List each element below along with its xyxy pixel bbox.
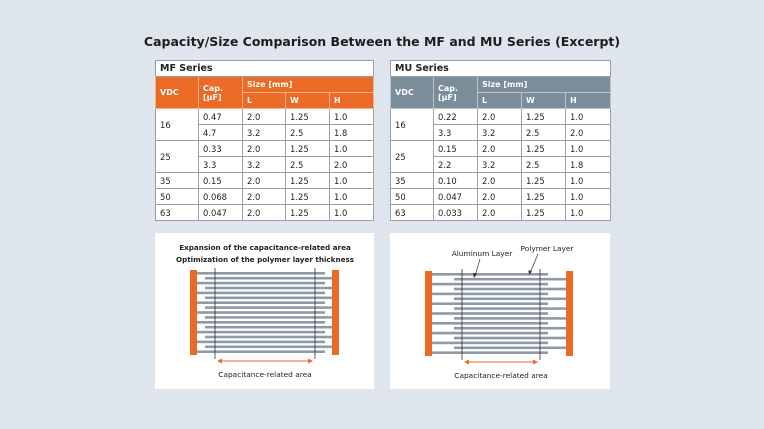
vdc-cell: 16 — [391, 109, 434, 141]
l-cell: 2.0 — [243, 141, 286, 157]
electrode-layer — [432, 312, 548, 315]
w-cell: 1.25 — [286, 173, 330, 189]
h-cell: 1.0 — [330, 173, 374, 189]
table-row — [391, 173, 611, 189]
polymer-layer-label: Polymer Layer — [520, 244, 574, 253]
l-cell: 2.0 — [478, 173, 522, 189]
w-cell: 2.5 — [522, 157, 566, 173]
h-cell: 1.0 — [566, 109, 611, 125]
mf-header-h: H — [330, 93, 374, 109]
electrode-layer — [197, 311, 325, 314]
w-cell: 1.25 — [286, 205, 330, 221]
arrow-head-right — [533, 360, 538, 365]
electrode-layer — [432, 283, 548, 286]
l-cell: 3.2 — [478, 125, 522, 141]
mu-layer-stack — [432, 273, 566, 354]
cap-cell: 0.068 — [199, 189, 243, 205]
mf-header-cap-label: Cap. — [203, 83, 224, 93]
l-cell: 2.0 — [478, 109, 522, 125]
electrode-layer — [197, 282, 325, 285]
electrode-layer — [454, 278, 566, 281]
vdc-cell: 16 — [156, 109, 199, 141]
cap-cell: 4.7 — [199, 125, 243, 141]
table-row — [391, 205, 611, 221]
l-cell: 2.0 — [243, 189, 286, 205]
mf-caption-line1: Expansion of the capacitance-related area — [179, 243, 351, 252]
l-cell: 2.0 — [243, 173, 286, 189]
electrode-layer — [432, 273, 548, 276]
h-cell: 1.0 — [566, 205, 611, 221]
electrode-layer — [205, 306, 332, 309]
electrode-layer — [432, 302, 548, 305]
electrode-layer — [205, 336, 332, 339]
cap-cell: 0.10 — [434, 173, 478, 189]
mf-caption-line2: Optimization of the polymer layer thickness — [175, 255, 355, 264]
table-row — [156, 141, 374, 157]
table-row — [156, 205, 374, 221]
w-cell: 1.25 — [522, 173, 566, 189]
vdc-cell: 25 — [391, 141, 434, 173]
h-cell: 1.0 — [330, 141, 374, 157]
h-cell: 1.0 — [566, 189, 611, 205]
l-cell: 3.2 — [478, 157, 522, 173]
cap-cell: 3.3 — [434, 125, 478, 141]
polymer-leader-line — [530, 254, 538, 273]
w-cell: 1.25 — [522, 109, 566, 125]
electrode-layer — [205, 326, 332, 329]
vdc-cell: 25 — [156, 141, 199, 173]
mu-header-cap — [434, 77, 478, 109]
electrode-layer — [432, 322, 548, 325]
l-cell: 3.2 — [243, 157, 286, 173]
cap-cell: 0.047 — [434, 189, 478, 205]
mu-header-w: W — [522, 93, 566, 109]
mf-series-title: MF Series — [156, 61, 374, 77]
l-cell: 2.0 — [478, 141, 522, 157]
electrode-layer — [454, 298, 566, 301]
table-row — [391, 141, 611, 157]
electrode-layer — [454, 288, 566, 291]
mf-header-l: L — [243, 93, 286, 109]
w-cell: 2.5 — [522, 125, 566, 141]
h-cell: 1.0 — [330, 109, 374, 125]
l-cell: 2.0 — [478, 189, 522, 205]
mu-structure-diagram — [390, 233, 610, 389]
mf-header-cap-unit: [μF] — [203, 92, 222, 102]
l-cell: 3.2 — [243, 125, 286, 141]
mu-area-label: Capacitance-related area — [454, 371, 548, 380]
table-row — [391, 189, 611, 205]
electrode-layer — [197, 350, 325, 353]
h-cell: 1.0 — [330, 189, 374, 205]
vdc-cell: 35 — [391, 173, 434, 189]
w-cell: 1.25 — [522, 205, 566, 221]
mu-header-h: H — [566, 93, 611, 109]
cap-cell: 0.33 — [199, 141, 243, 157]
left-electrode — [425, 271, 432, 356]
aluminum-layer-label: Aluminum Layer — [451, 249, 513, 258]
mf-layer-stack — [197, 272, 332, 353]
mu-header-vdc: VDC — [391, 77, 434, 109]
arrow-head-right — [308, 359, 313, 364]
mf-header-w: W — [286, 93, 330, 109]
h-cell: 1.8 — [330, 125, 374, 141]
h-cell: 2.0 — [566, 125, 611, 141]
electrode-layer — [454, 347, 566, 350]
vdc-cell: 50 — [156, 189, 199, 205]
mu-series-title: MU Series — [391, 61, 611, 77]
mf-header-vdc: VDC — [156, 77, 199, 109]
cap-cell: 0.47 — [199, 109, 243, 125]
electrode-layer — [432, 332, 548, 335]
cap-cell: 0.15 — [434, 141, 478, 157]
mf-structure-diagram — [155, 233, 374, 389]
vdc-cell: 35 — [156, 173, 199, 189]
electrode-layer — [197, 272, 325, 275]
electrode-layer — [197, 301, 325, 304]
cap-cell: 0.047 — [199, 205, 243, 221]
table-row — [156, 109, 374, 125]
electrode-layer — [197, 341, 325, 344]
electrode-layer — [454, 307, 566, 310]
w-cell: 2.5 — [286, 157, 330, 173]
left-electrode — [190, 270, 197, 355]
electrode-layer — [205, 297, 332, 300]
electrode-layer — [454, 317, 566, 320]
mu-header-size: Size [mm] — [478, 77, 611, 93]
vdc-cell: 63 — [156, 205, 199, 221]
h-cell: 1.8 — [566, 157, 611, 173]
mu-series-table — [390, 60, 611, 221]
cap-cell: 2.2 — [434, 157, 478, 173]
arrow-head-left — [217, 359, 222, 364]
electrode-layer — [197, 292, 325, 295]
right-electrode — [566, 271, 573, 356]
electrode-layer — [432, 293, 548, 296]
electrode-layer — [197, 331, 325, 334]
cap-cell: 0.033 — [434, 205, 478, 221]
h-cell: 1.0 — [566, 173, 611, 189]
l-cell: 2.0 — [478, 205, 522, 221]
w-cell: 2.5 — [286, 125, 330, 141]
l-cell: 2.0 — [243, 205, 286, 221]
l-cell: 2.0 — [243, 109, 286, 125]
w-cell: 1.25 — [522, 141, 566, 157]
table-row — [156, 173, 374, 189]
table-row — [156, 189, 374, 205]
w-cell: 1.25 — [522, 189, 566, 205]
electrode-layer — [205, 287, 332, 290]
mu-header-l: L — [478, 93, 522, 109]
mf-series-table — [155, 60, 374, 221]
vdc-cell: 50 — [391, 189, 434, 205]
h-cell: 1.0 — [566, 141, 611, 157]
cap-cell: 0.15 — [199, 173, 243, 189]
right-electrode — [332, 270, 339, 355]
w-cell: 1.25 — [286, 109, 330, 125]
electrode-layer — [197, 321, 325, 324]
mu-header-cap-label: Cap. — [438, 83, 459, 93]
mu-header-cap-unit: [μF] — [438, 92, 457, 102]
arrow-head-left — [464, 360, 469, 365]
electrode-layer — [205, 316, 332, 319]
table-row — [391, 109, 611, 125]
h-cell: 2.0 — [330, 157, 374, 173]
cap-cell: 3.3 — [199, 157, 243, 173]
electrode-layer — [432, 351, 548, 354]
mf-header-size: Size [mm] — [243, 77, 374, 93]
electrode-layer — [205, 346, 332, 349]
page-title: Capacity/Size Comparison Between the MF and MU Series (Excerpt) — [143, 34, 621, 49]
electrode-layer — [432, 342, 548, 345]
mf-area-label: Capacitance-related area — [218, 370, 312, 379]
w-cell: 1.25 — [286, 141, 330, 157]
cap-cell: 0.22 — [434, 109, 478, 125]
vdc-cell: 63 — [391, 205, 434, 221]
electrode-layer — [205, 277, 332, 280]
electrode-layer — [454, 337, 566, 340]
mf-header-cap — [199, 77, 243, 109]
electrode-layer — [454, 327, 566, 330]
w-cell: 1.25 — [286, 189, 330, 205]
h-cell: 1.0 — [330, 205, 374, 221]
